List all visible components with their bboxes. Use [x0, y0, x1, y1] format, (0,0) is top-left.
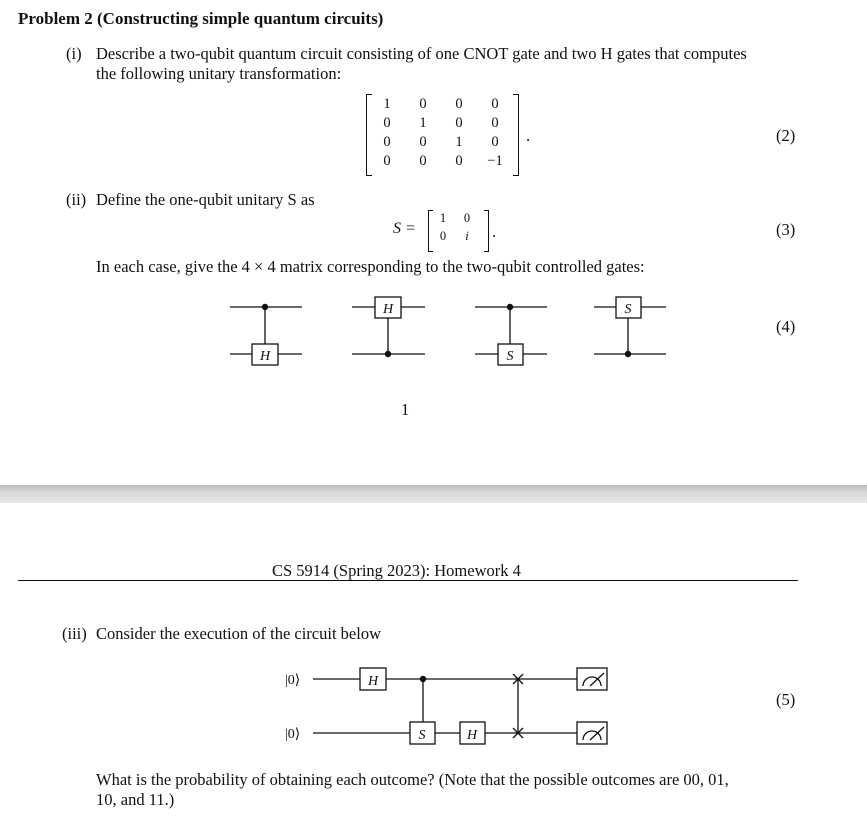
eq-number-2: (2): [776, 126, 796, 145]
question-line1: What is the probability of obtaining each outcome? (Note that the possible outcomes are 00, 01,: [96, 770, 729, 789]
s-matrix-cell: i: [465, 229, 469, 243]
part-i-text-line2: the following unitary transformation:: [96, 64, 342, 83]
gate-label: S: [624, 302, 632, 317]
page-break: [0, 485, 867, 503]
eq-number-4: (4): [776, 317, 796, 336]
part-iii-label: (iii): [62, 624, 87, 643]
ket-top: |0⟩: [285, 673, 301, 688]
gate-label: S: [506, 349, 514, 364]
part-ii-text2: In each case, give the 4 × 4 matrix corresponding to the two-qubit controlled gates:: [96, 257, 645, 276]
part-i-label: (i): [66, 44, 82, 63]
page-header: CS 5914 (Spring 2023): Homework 4: [272, 561, 521, 580]
matrix-cell: 1: [383, 96, 391, 112]
part-ii-text: Define the one-qubit unitary S as: [96, 190, 315, 209]
matrix-cell: 0: [455, 96, 463, 112]
s-matrix-cell: 0: [463, 211, 471, 225]
matrix-cell: 1: [419, 115, 427, 131]
matrix-cell: 0: [491, 96, 499, 112]
measurement-box: [577, 668, 607, 690]
controlled-gates-diagram: [0, 290, 867, 370]
gate-s-label: S: [418, 728, 426, 743]
control-dot: [507, 304, 513, 310]
matrix-cell: 0: [491, 134, 499, 150]
control-dot: [420, 676, 426, 682]
matrix-cell: 0: [419, 96, 427, 112]
ket-bottom: |0⟩: [285, 727, 301, 742]
matrix-cell: 0: [383, 115, 391, 131]
control-dot: [625, 351, 631, 357]
control-dot: [262, 304, 268, 310]
matrix-period: .: [526, 126, 531, 145]
matrix-cell: 0: [383, 134, 391, 150]
s-matrix-right-bracket: [484, 210, 489, 252]
gate-label: H: [382, 302, 394, 317]
s-matrix-period: .: [492, 222, 497, 241]
eq-number-5: (5): [776, 690, 796, 709]
control-dot: [385, 351, 391, 357]
matrix-cell: 0: [491, 115, 499, 131]
matrix-cell: 0: [383, 153, 391, 169]
eq-number-3: (3): [776, 220, 796, 239]
gate-label: H: [259, 349, 271, 364]
gate-h1-label: H: [367, 674, 379, 689]
page-number: 1: [401, 400, 410, 419]
matrix-cell: 0: [419, 153, 427, 169]
problem-title: Problem 2 (Constructing simple quantum circuits): [18, 9, 384, 28]
s-matrix-cell: 0: [439, 229, 447, 243]
quantum-circuit: [0, 660, 867, 750]
matrix-cell: 0: [455, 115, 463, 131]
s-matrix: [428, 210, 500, 254]
part-iii-text: Consider the execution of the circuit below: [96, 624, 381, 643]
header-rule: [18, 580, 798, 581]
question-line2: 10, and 11.): [96, 790, 175, 809]
unitary-matrix: [366, 94, 526, 176]
matrix-cell: 1: [455, 134, 463, 150]
matrix-cell: 0: [419, 134, 427, 150]
part-ii-label: (ii): [66, 190, 87, 209]
matrix-cell: −1: [487, 153, 503, 169]
part-i-text-line1: Describe a two-qubit quantum circuit consisting of one CNOT gate and two H gates that computes: [96, 44, 747, 63]
gate-h2-label: H: [466, 728, 478, 743]
s-definition-lhs: S =: [393, 220, 416, 237]
matrix-right-bracket: [513, 94, 519, 176]
measurement-box: [577, 722, 607, 744]
s-matrix-cell: 1: [439, 211, 447, 225]
matrix-cell: 0: [455, 153, 463, 169]
